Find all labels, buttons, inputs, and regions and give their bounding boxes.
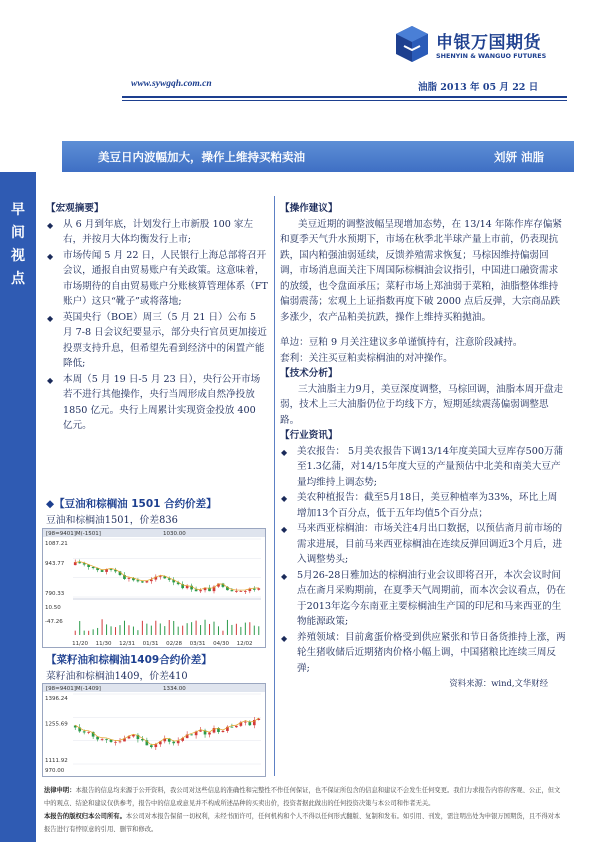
candle-body — [195, 589, 198, 591]
macro-item: ◆ 本周（5 月 19 日-5 月 23 日），央行公开市场若不进行其他操作，央行当周形成自然净投放 1850 亿元。央行上周累计实现资金投放 400 亿元。 — [47, 373, 261, 431]
diamond-bullet-icon: ◆ — [46, 498, 55, 510]
y-tick-label: 10.50 — [45, 605, 61, 611]
diamond-bullet-icon: ◆ — [47, 251, 54, 261]
x-tick-label: 02/28 — [166, 641, 182, 647]
candle-body — [240, 591, 243, 592]
moving-average-line — [75, 562, 259, 590]
diamond-bullet-icon: ◆ — [281, 447, 288, 457]
diamond-bullet-icon: ◆ — [281, 494, 288, 503]
x-tick-label: 04/30 — [213, 641, 229, 647]
x-tick-label: 11/20 — [72, 641, 88, 647]
logo-cn-text: 申银万国期货 — [436, 33, 541, 53]
side-strip-label — [6, 199, 30, 291]
strip-char: 视 — [11, 248, 25, 264]
y-tick-label: 1087.21 — [45, 541, 68, 547]
chart1-panel — [42, 528, 266, 648]
candle-body — [137, 580, 140, 581]
chart1-candlestick — [43, 529, 265, 647]
report-title: 美豆日内波幅加大，操作上维持买粕卖油 — [98, 150, 305, 164]
diamond-bullet-icon: ◆ — [281, 633, 288, 643]
report-date: 油脂 2013 年 05 月 22 日 — [418, 82, 539, 93]
diamond-bullet-icon: ◆ — [47, 375, 54, 385]
y-tick-label: 790.33 — [45, 591, 65, 597]
candle-body — [105, 739, 108, 740]
candle-body — [235, 726, 238, 727]
diamond-bullet-icon: ◆ — [281, 571, 288, 581]
chart2-subtitle: 菜籽油和棕榈油1409，价差410 — [46, 671, 188, 682]
y-tick-label: 970.00 — [45, 768, 65, 774]
source-note: 资料来源：wind,文华财经 — [449, 678, 548, 688]
candle-body — [141, 581, 144, 582]
logo-mark-icon — [392, 24, 432, 64]
candle-body — [92, 567, 95, 568]
website-link[interactable]: www.sywgqh.com.cn — [131, 79, 212, 89]
header-rule — [122, 96, 567, 98]
operation-single-side: 单边：豆粕 9 月关注建议多单谨慎持有，注意阶段减持。 — [280, 337, 523, 348]
x-tick-label: 11/30 — [95, 641, 112, 647]
macro-section — [46, 201, 268, 434]
chart-inner-title: [98=9401]M(-1501] — [46, 531, 101, 537]
candle-body — [110, 569, 113, 570]
y-tick-label: 1111.92 — [45, 758, 68, 764]
diamond-bullet-icon: ◆ — [47, 313, 54, 323]
candle-body — [190, 734, 193, 735]
company-logo — [392, 22, 572, 70]
candle-body — [87, 732, 90, 733]
candle-body — [257, 588, 260, 589]
candle-body — [244, 722, 247, 723]
industry-heading: 【行业资讯】 — [280, 430, 338, 441]
macro-item: ◆ 市场传闻 5 月 22 日，人民银行上海总部将召开会议，通报自由贸易账户有关政策。这意味着，市场期待的自由贸易账户分账核算管理体系（FT 账户）这只“靴子”或将落地; — [47, 249, 268, 307]
operation-body: 美豆近期的调整波幅呈现增加态势，在 13/14 年陈作库存偏紧和夏季天气升水预期下，市场在秋季北半球产量上市前，仍表现抗跌，国内粕强油弱延续，反馈养殖需求恢复；马棕因维持偏弱回调，市场消息面关注下周国际棕榈油会议指引，中国进口融资需求的放缓，也令盘面承压；菜籽市场上郑油弱于菜粕，油脂整体维持偏弱震荡；宏观上上证指数再度下破 2000 点后反弹，大宗商品跌多涨少，农产品粕美抗跌，操作上维持买粕抛油。 — [280, 218, 562, 323]
x-tick-label: 12/02 — [236, 641, 253, 647]
candle-body — [128, 578, 131, 579]
report-author: 刘妍 油脂 — [494, 150, 545, 164]
strip-char: 间 — [11, 225, 25, 241]
diamond-bullet-icon: ◆ — [281, 525, 288, 534]
operation-heading: 【操作建议】 — [280, 203, 338, 214]
candle-body — [199, 730, 202, 731]
technical-body: 三大油脂主力9月，美豆深度调整，马棕回调，油脂本周开盘走弱，技术上三大油脂仍位于均线下方，短期延续震荡偏弱调整思路。 — [280, 383, 564, 426]
operation-section — [280, 201, 566, 692]
candle-body — [101, 570, 104, 572]
legal-statement: 法律申明：本报告的信息均来源于公开资料，我公司对这些信息的准确性和完整性不作任何保证，也不保证所包含的信息和建议不会发生任何变更。我们力求报告内容的客观、公正，但文中的观点、结论和建议仅供参考，报告中的信息或意见并不构成所述品种的买卖出价，投资者据此做出的任何投资决策与本公司和作者无关。 — [44, 787, 561, 807]
y-tick-label: 1396.24 — [45, 696, 68, 702]
candle-body — [244, 591, 247, 592]
industry-item: ◆ 5月26-28日雅加达的棕榈油行业会议即将召开，本次会议时间点在斋月采购期前，在夏季天气周期前，而本次会议看点，仍在于2013年迄今东南亚主要棕榈油生产国的印尼和马来西亚的生物能源政策; — [281, 569, 566, 627]
industry-item: ◆ 马来西亚棕榈油：市场关注4月出口数据，以预估斋月前市场的需求进展，目前马来西亚棕榈油在连续反弹回调近3个月后，进入调整势头; — [281, 523, 563, 565]
candle-body — [222, 731, 225, 732]
chart-inner-value: 1030.00 — [163, 531, 186, 537]
column-divider — [274, 196, 275, 776]
strip-char: 点 — [11, 271, 25, 287]
macro-heading: 【宏观摘要】 — [46, 203, 104, 214]
operation-arbitrage: 套利：关注买豆粕卖棕榈油的对冲操作。 — [280, 352, 453, 364]
header-rule-thin — [122, 100, 567, 101]
chart1-subtitle: 豆油和棕榈油1501，价差836 — [46, 515, 178, 526]
candle-body — [231, 590, 234, 591]
candle-body — [146, 581, 149, 582]
candle-body — [231, 727, 234, 728]
candle-body — [83, 731, 86, 732]
candle-body — [132, 735, 135, 737]
chart-inner-title: [98=9401]M(-1409] — [46, 686, 101, 692]
candle-body — [78, 562, 81, 563]
strip-char: 早 — [11, 202, 25, 218]
candle-body — [235, 591, 238, 592]
x-tick-label: 12/31 — [119, 641, 135, 647]
diamond-bullet-icon: ◆ — [47, 220, 54, 230]
industry-item: ◆ 美农报告： 5月美农报告下调13/14年度美国大豆库存500万蒲至1.3亿蒲，对14/15年度大豆的产量预估中北美和南美大豆产量均维持上调态势; — [281, 445, 564, 488]
candle-body — [172, 742, 175, 744]
logo-en-text: SHENYIN & WANGUO FUTURES — [436, 52, 547, 60]
macro-item: ◆ 从 6 月到年底，计划发行上市新股 100 家左右，并按月大体均衡发行上市; — [47, 218, 254, 245]
candle-body — [199, 590, 202, 591]
industry-item: ◆ 美农种植报告：截至5月18日，美豆种植率为33%，环比上周增加13个百分点，低于五年均值5个百分点； — [281, 492, 558, 519]
candle-body — [119, 741, 122, 742]
y-tick-label: -47.26 — [45, 619, 63, 625]
candle-body — [159, 576, 162, 577]
copyright-statement: 本报告的版权归本公司所有。本公司对本报告保留一切权利，未经书面许可，任何机构和个人不得以任何形式翻版、复制和发布。如引用、刊发，需注明出处为申银万国期货，且不得对本报告进行有悖原意的引用、删节和修改。 — [44, 813, 561, 833]
chart-inner-value: 1334.00 — [163, 686, 186, 692]
chart1-heading: ◆【豆油和棕榈油 1501 合约价差】 — [46, 498, 217, 510]
chart2-heading: 【菜籽油和棕榈油1409合约价差】 — [46, 654, 212, 666]
y-tick-label: 943.77 — [45, 561, 65, 568]
industry-item: ◆ 养殖领域：目前禽蛋价格受到供应紧张和节日备货推持上涨，两轮生猪收储后近期猪肉价格小幅上调，中国猪粮比连续三周反弹; — [281, 631, 566, 674]
candle-body — [177, 741, 180, 743]
x-tick-label: 01/31 — [142, 641, 159, 647]
chart2-candlestick — [43, 684, 265, 776]
candle-body — [150, 745, 153, 747]
candle-body — [101, 739, 104, 740]
y-tick-label: 1255.69 — [45, 721, 68, 728]
disclaimer — [44, 784, 564, 836]
candle-body — [208, 733, 211, 735]
candle-body — [253, 589, 256, 590]
x-tick-label: 03/31 — [189, 641, 206, 647]
macro-item: ◆ 英国央行（BOE）周三（5 月 21 日）公布 5 月 7-8 日会议纪要显示，部分央行官员更加接近投票支持升息，但希望先看到经济中的闲置产能降低; — [47, 311, 267, 369]
chart2-panel — [42, 683, 266, 777]
technical-heading: 【技术分析】 — [280, 368, 338, 379]
candle-body — [110, 740, 113, 742]
candle-body — [114, 742, 117, 743]
